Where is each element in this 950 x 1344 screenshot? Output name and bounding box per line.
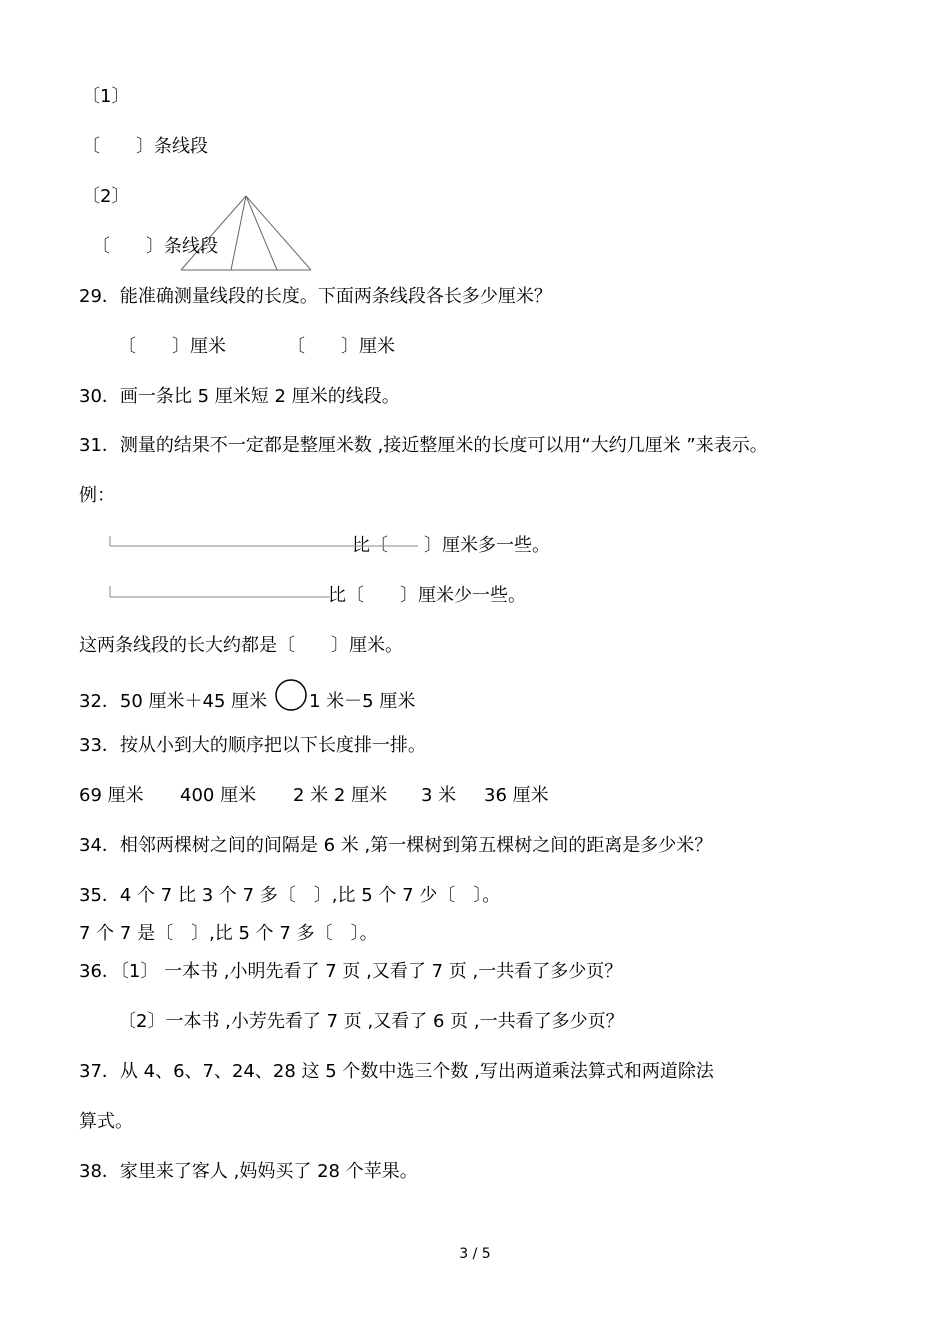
q31-line2-text: 比〔 〕厘米少一些。: [328, 585, 526, 606]
length-item: 36 厘米: [484, 785, 549, 806]
q38-text: 38．家里来了客人 ,妈妈买了 28 个苹果。: [79, 1161, 418, 1182]
q28-part2-answer: 〔 〕条线段: [92, 236, 218, 257]
length-item: 2 米 2 厘米: [293, 785, 388, 806]
q29-text: 29．能准确测量线段的长度。下面两条线段各长多少厘米？: [79, 286, 552, 307]
q28-part1-answer: 〔 〕条线段: [82, 136, 208, 157]
q37-line1: 37．从 4、6、7、24、28 这 5 个数中选三个数 ,写出两道乘法算式和两道除法: [79, 1061, 714, 1082]
q37-line2: 算式。: [79, 1111, 133, 1132]
q31-line1-text: 比〔 〕厘米多一些。: [352, 535, 550, 556]
q29-answer-1: 〔 〕厘米: [118, 336, 226, 357]
q32-right: 1 米－5 厘米: [309, 691, 416, 712]
q36-part2: 〔2〕一本书 ,小芳先看了 7 页 ,又看了 6 页 ,一共看了多少页？: [118, 1011, 624, 1032]
q28-part1-label: 〔1〕: [82, 86, 130, 107]
length-item: 3 米: [421, 785, 457, 806]
q32-left: 32．50 厘米＋45 厘米: [79, 691, 268, 712]
q31-text: 31．测量的结果不一定都是整厘米数 ,接近整厘米的长度可以用“大约几厘米 ”来表示。: [79, 435, 768, 456]
q31-conclusion: 这两条线段的长大约都是〔 〕厘米。: [79, 635, 403, 656]
q28-part2-label: 〔2〕: [82, 186, 130, 207]
q35-line1: 35．4 个 7 比 3 个 7 多〔 〕,比 5 个 7 少〔 〕。: [79, 885, 501, 906]
page-number: 3 / 5: [459, 1246, 491, 1262]
q30-text: 30．画一条比 5 厘米短 2 厘米的线段。: [79, 386, 400, 407]
q35-line2: 7 个 7 是〔 〕,比 5 个 7 多〔 〕。: [79, 923, 378, 944]
q36-part1: 36．〔1〕 一本书 ,小明先看了 7 页 ,又看了 7 页 ,一共看了多少页？: [79, 961, 623, 982]
q31-example-label: 例：: [79, 485, 115, 506]
length-item: 69 厘米: [79, 785, 144, 806]
q33-text: 33．按从小到大的顺序把以下长度排一排。: [79, 735, 426, 756]
length-item: 400 厘米: [180, 785, 257, 806]
q34-text: 34．相邻两棵树之间的间隔是 6 米 ,第一棵树到第五棵树之间的距离是多少米？: [79, 835, 713, 856]
q29-answer-2: 〔 〕厘米: [287, 336, 395, 357]
